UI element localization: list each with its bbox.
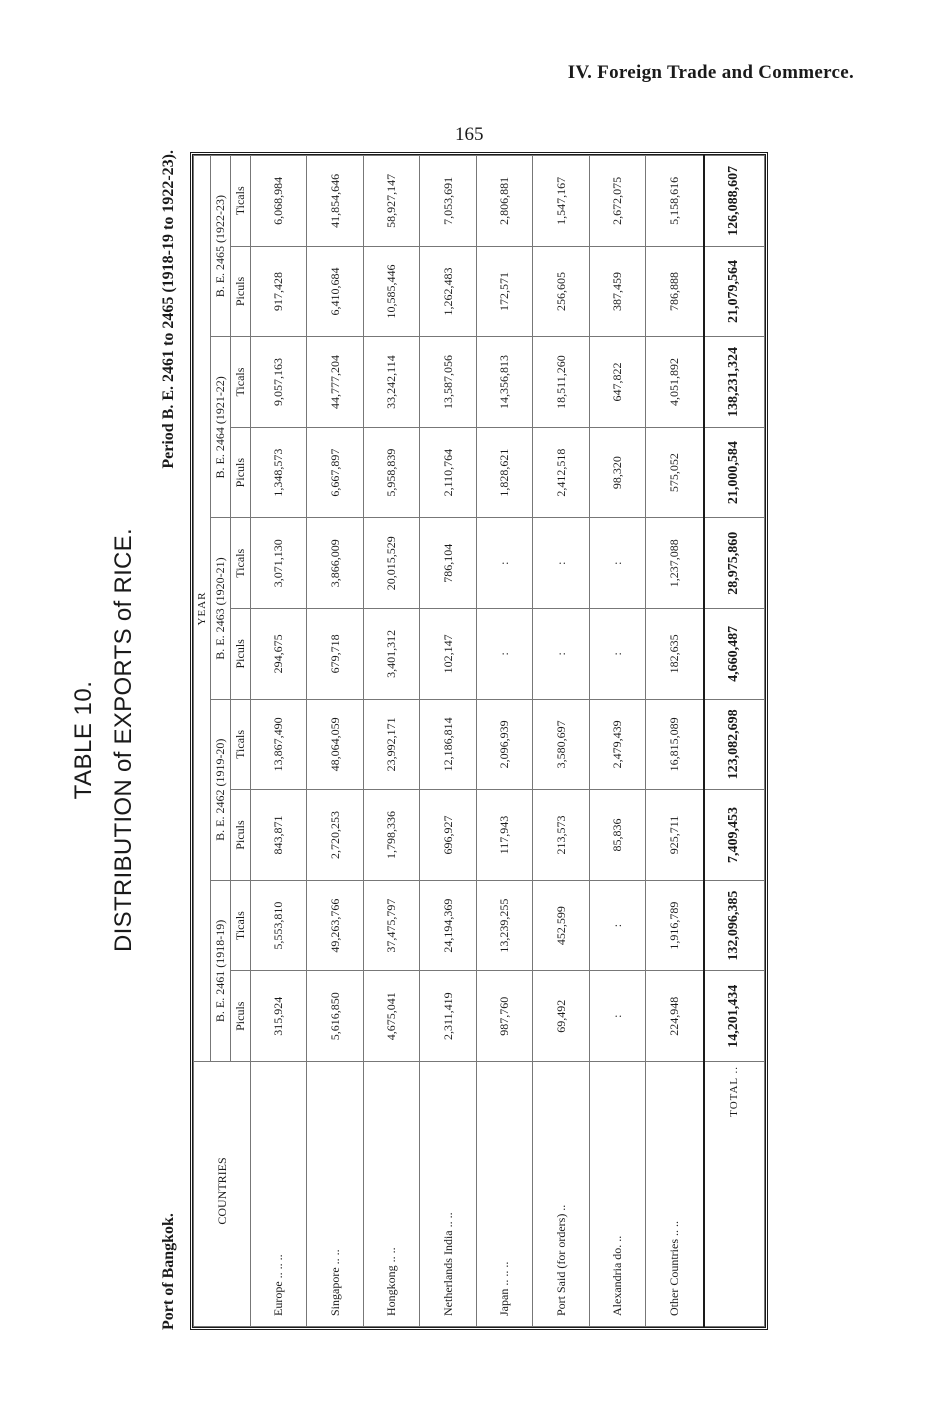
piculs-cell: 387,459 — [589, 246, 645, 337]
total-ticals-cell: 132,096,385 — [704, 880, 765, 971]
piculs-cell: 5,616,850 — [307, 971, 363, 1062]
piculs-cell: 182,635 — [646, 609, 704, 700]
total-ticals-cell: 126,088,607 — [704, 156, 765, 247]
table-subtitle: DISTRIBUTION of EXPORTS of RICE. — [110, 528, 137, 952]
total-ticals-cell: 123,082,698 — [704, 699, 765, 790]
ticals-cell: 2,672,075 — [589, 156, 645, 247]
total-piculs-cell: 4,660,487 — [704, 609, 765, 700]
ticals-cell: 1,237,088 — [646, 518, 704, 609]
piculs-cell: 224,948 — [646, 971, 704, 1062]
ticals-cell: 18,511,260 — [533, 337, 589, 428]
country-cell: Singapore .. .. — [307, 1062, 363, 1327]
ticals-cell: 58,927,147 — [363, 156, 419, 247]
country-cell: Other Countries .. .. — [646, 1062, 704, 1327]
piculs-cell: 4,675,041 — [363, 971, 419, 1062]
piculs-cell: 6,410,684 — [307, 246, 363, 337]
ticals-cell: 9,057,163 — [251, 337, 307, 428]
unit-header: Ticals — [231, 156, 251, 247]
total-label: TOTAL .. — [704, 1062, 765, 1327]
piculs-cell: 69,492 — [533, 971, 589, 1062]
ticals-cell: 1,916,789 — [646, 880, 704, 971]
piculs-cell: 679,718 — [307, 609, 363, 700]
total-piculs-cell: 21,000,584 — [704, 427, 765, 518]
piculs-cell: 2,110,764 — [420, 427, 476, 518]
year-col-header: B. E. 2462 (1919-20) — [211, 699, 231, 880]
piculs-cell: 294,675 — [251, 609, 307, 700]
table-row — [363, 156, 419, 1327]
piculs-cell: 256,605 — [533, 246, 589, 337]
ticals-cell: : — [589, 880, 645, 971]
ticals-cell: 3,866,009 — [307, 518, 363, 609]
piculs-cell: 925,711 — [646, 790, 704, 881]
table-row — [589, 156, 645, 1327]
country-cell: Port Said (for orders) .. — [533, 1062, 589, 1327]
rotated-table-page — [60, 150, 780, 1330]
piculs-cell: 85,836 — [589, 790, 645, 881]
piculs-cell: 1,828,621 — [476, 427, 532, 518]
port-label: Port of Bangkok. — [160, 1213, 177, 1330]
piculs-cell: 2,412,518 — [533, 427, 589, 518]
ticals-cell: 13,587,056 — [420, 337, 476, 428]
unit-header: Piculs — [231, 971, 251, 1062]
piculs-cell: 2,720,253 — [307, 790, 363, 881]
country-cell: Hongkong .. .. — [363, 1062, 419, 1327]
year-col-header: B. E. 2465 (1922-23) — [211, 156, 231, 337]
year-col-header: B. E. 2464 (1921-22) — [211, 337, 231, 518]
ticals-cell: : — [589, 518, 645, 609]
unit-header: Ticals — [231, 699, 251, 790]
piculs-cell: 575,052 — [646, 427, 704, 518]
ticals-cell: 13,867,490 — [251, 699, 307, 790]
ticals-cell: 3,071,130 — [251, 518, 307, 609]
table-row — [251, 156, 307, 1327]
piculs-cell: 98,320 — [589, 427, 645, 518]
ticals-cell: 7,053,691 — [420, 156, 476, 247]
piculs-cell: : — [589, 971, 645, 1062]
piculs-cell: 6,667,897 — [307, 427, 363, 518]
total-piculs-cell: 21,079,564 — [704, 246, 765, 337]
ticals-cell: 44,777,204 — [307, 337, 363, 428]
piculs-cell: 315,924 — [251, 971, 307, 1062]
piculs-cell: 5,958,839 — [363, 427, 419, 518]
piculs-cell: 102,147 — [420, 609, 476, 700]
ticals-cell: 48,064,059 — [307, 699, 363, 790]
ticals-cell: 1,547,167 — [533, 156, 589, 247]
table-row — [646, 156, 704, 1327]
unit-header: Piculs — [231, 609, 251, 700]
unit-header: Ticals — [231, 518, 251, 609]
ticals-cell: : — [476, 518, 532, 609]
piculs-cell: 10,585,446 — [363, 246, 419, 337]
piculs-cell: 1,348,573 — [251, 427, 307, 518]
piculs-cell: : — [589, 609, 645, 700]
ticals-cell: 41,854,646 — [307, 156, 363, 247]
total-piculs-cell: 7,409,453 — [704, 790, 765, 881]
country-cell: Alexandria do. .. — [589, 1062, 645, 1327]
total-piculs-cell: 14,201,434 — [704, 971, 765, 1062]
table-row — [420, 156, 476, 1327]
ticals-cell: 12,186,814 — [420, 699, 476, 790]
period-label: Period B. E. 2461 to 2465 (1918-19 to 1922-23). — [160, 150, 177, 469]
piculs-cell: : — [476, 609, 532, 700]
ticals-cell: 3,580,697 — [533, 699, 589, 790]
piculs-cell: 3,401,312 — [363, 609, 419, 700]
piculs-cell: 172,571 — [476, 246, 532, 337]
ticals-cell: 452,599 — [533, 880, 589, 971]
section-header: IV. Foreign Trade and Commerce. — [567, 62, 854, 83]
year-header: YEAR — [194, 156, 211, 1062]
piculs-cell: 843,871 — [251, 790, 307, 881]
unit-header: Ticals — [231, 337, 251, 428]
ticals-cell: 2,479,439 — [589, 699, 645, 790]
table-title: TABLE 10. — [70, 680, 97, 800]
ticals-cell: 5,158,616 — [646, 156, 704, 247]
table-frame — [190, 152, 768, 1330]
table-row — [476, 156, 532, 1327]
piculs-cell: 696,927 — [420, 790, 476, 881]
table-row — [533, 156, 589, 1327]
country-cell: Netherlands India .. .. — [420, 1062, 476, 1327]
ticals-cell: 49,263,766 — [307, 880, 363, 971]
ticals-cell: 37,475,797 — [363, 880, 419, 971]
piculs-cell: 987,760 — [476, 971, 532, 1062]
ticals-cell: 13,239,255 — [476, 880, 532, 971]
ticals-cell: 33,242,114 — [363, 337, 419, 428]
year-col-header: B. E. 2461 (1918-19) — [211, 880, 231, 1061]
unit-header: Piculs — [231, 427, 251, 518]
piculs-cell: 213,573 — [533, 790, 589, 881]
ticals-cell: 2,806,881 — [476, 156, 532, 247]
countries-header: COUNTRIES — [194, 1062, 251, 1327]
piculs-cell: 917,428 — [251, 246, 307, 337]
piculs-cell: 1,798,336 — [363, 790, 419, 881]
ticals-cell: 14,356,813 — [476, 337, 532, 428]
ticals-cell: 2,096,939 — [476, 699, 532, 790]
unit-header: Piculs — [231, 790, 251, 881]
rice-exports-table — [193, 155, 765, 1327]
ticals-cell: 6,068,984 — [251, 156, 307, 247]
ticals-cell: 4,051,892 — [646, 337, 704, 428]
ticals-cell: 23,992,171 — [363, 699, 419, 790]
piculs-cell: 1,262,483 — [420, 246, 476, 337]
country-cell: Europe .. .. .. — [251, 1062, 307, 1327]
piculs-cell: 786,888 — [646, 246, 704, 337]
ticals-cell: : — [533, 518, 589, 609]
page-number: 165 — [455, 124, 484, 145]
year-col-header: B. E. 2463 (1920-21) — [211, 518, 231, 699]
table-row — [307, 156, 363, 1327]
total-ticals-cell: 28,975,860 — [704, 518, 765, 609]
ticals-cell: 20,015,529 — [363, 518, 419, 609]
ticals-cell: 16,815,089 — [646, 699, 704, 790]
country-cell: Japan .. .. .. — [476, 1062, 532, 1327]
total-row — [704, 156, 765, 1327]
ticals-cell: 24,194,369 — [420, 880, 476, 971]
unit-header: Piculs — [231, 246, 251, 337]
total-ticals-cell: 138,231,324 — [704, 337, 765, 428]
unit-header: Ticals — [231, 880, 251, 971]
piculs-cell: 117,943 — [476, 790, 532, 881]
piculs-cell: : — [533, 609, 589, 700]
ticals-cell: 5,553,810 — [251, 880, 307, 971]
piculs-cell: 2,311,419 — [420, 971, 476, 1062]
ticals-cell: 786,104 — [420, 518, 476, 609]
ticals-cell: 647,822 — [589, 337, 645, 428]
